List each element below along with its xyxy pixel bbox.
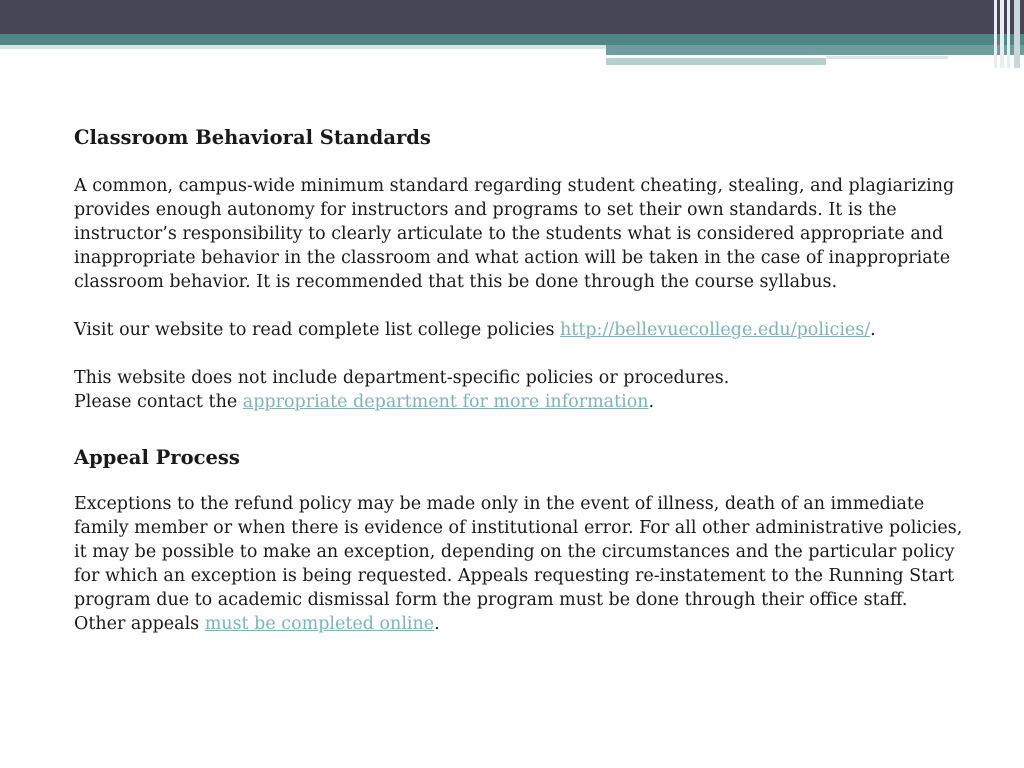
- appeal-process-end: .: [434, 614, 440, 634]
- contact-end: .: [648, 392, 655, 412]
- department-info-link[interactable]: appropriate department for more information: [242, 392, 649, 412]
- classroom-standards-heading: Classroom Behavioral Standards: [74, 126, 431, 149]
- appeal-process-paragraph: [74, 492, 964, 636]
- header-vertical-bar: [1000, 0, 1004, 68]
- visit-website-text: Visit our website to read complete list college policies: [74, 320, 561, 340]
- policies-link[interactable]: http://bellevuecollege.edu/policies/: [560, 320, 871, 340]
- header-teal-band: [0, 34, 1024, 45]
- header-vertical-bar: [1014, 0, 1020, 68]
- header-accent-strip-lower: [606, 58, 826, 65]
- complete-online-link[interactable]: must be completed online: [204, 614, 435, 634]
- header-vertical-bar: [1007, 0, 1010, 68]
- website-note: This website does not include department-specific policies or procedures.: [74, 368, 730, 388]
- header-vertical-bar: [994, 0, 997, 68]
- header-accent-strip-thin: [826, 56, 948, 59]
- appeal-process-text: Exceptions to the refund policy may be made only in the event of illness, death of an immediate family member or when there is evidence of institutional error. For all other administrative policies, it may be possible to make an exception, depending on the circumstances and the particular policy for which an exception is being requested. Appeals requesting re-instatement to the Running Start program due to academic dismissal form the program must be done through their office staff. Other appeals: [74, 494, 963, 634]
- contact-line: [74, 390, 964, 414]
- appeal-process-heading: Appeal Process: [74, 446, 240, 469]
- classroom-standards-paragraph: A common, campus-wide minimum standard regarding student cheating, stealing, and plagiarizing provides enough autonomy for instructors and programs to set their own standards. It is the instructor’s responsibility to clearly articulate to the students what is considered appropriate and inappropriate behavior in the classroom and what action will be taken in the case of inappropriate classroom behavior. It is recommended that this be done through the course syllabus.: [74, 176, 955, 292]
- header-accent-strip: [606, 45, 1024, 55]
- contact-text: Please contact the: [74, 392, 243, 412]
- visit-website-end: .: [870, 320, 876, 340]
- header-dark-band: [0, 0, 1024, 34]
- slide-content: [74, 124, 964, 636]
- header-light-line: [0, 45, 606, 49]
- visit-website-line: [74, 318, 964, 342]
